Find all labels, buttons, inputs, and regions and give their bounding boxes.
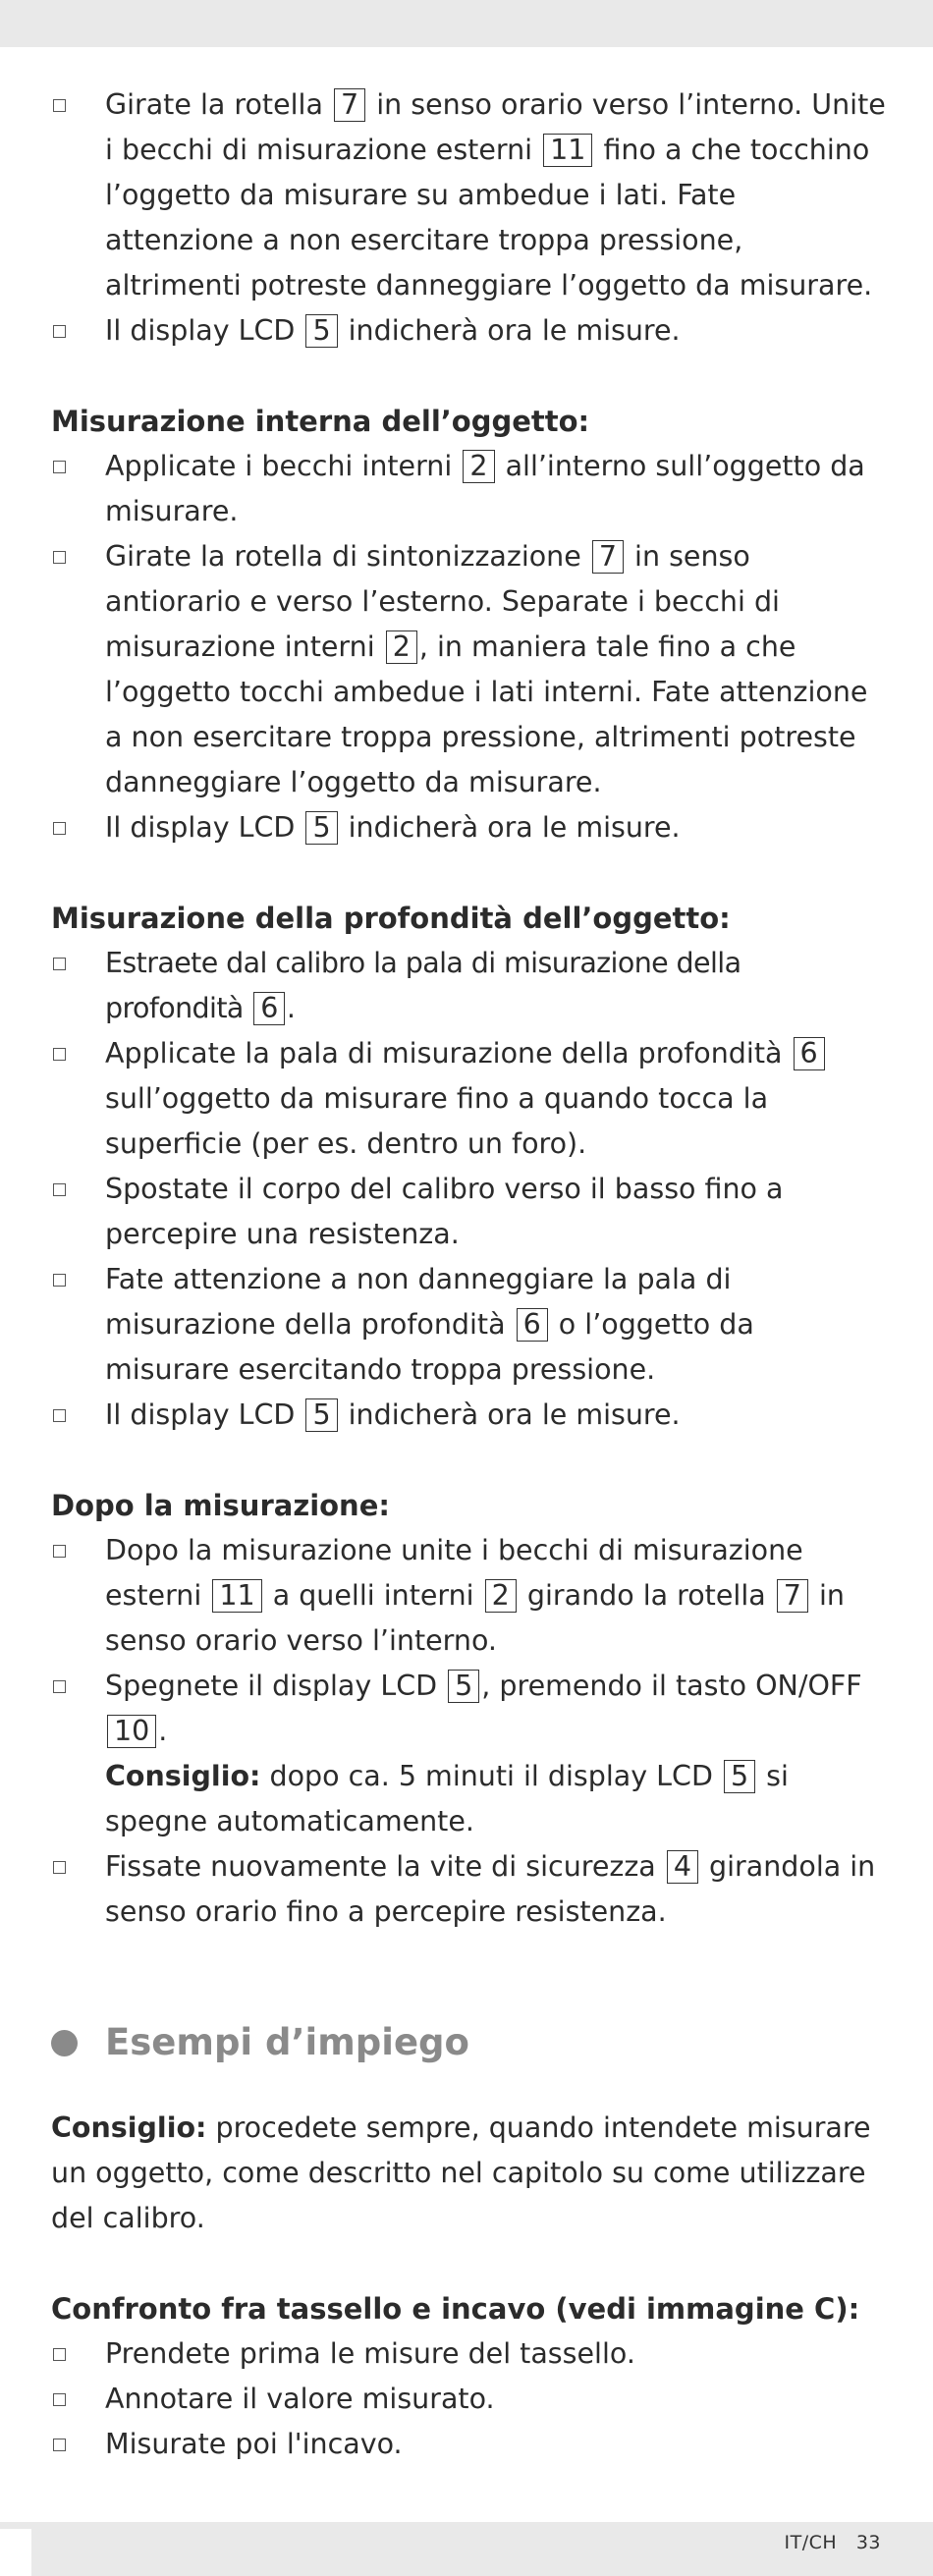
section-heading: Dopo la misurazione: <box>51 1489 390 1522</box>
ref-number: 6 <box>253 992 285 1025</box>
ref-number: 4 <box>667 1850 698 1884</box>
list-item: Prendete prima le misure del tassello. <box>51 2331 886 2377</box>
list-item: Misurate poi l'incavo. <box>51 2422 886 2467</box>
ref-number: 5 <box>724 1760 755 1793</box>
tip-label: Consiglio: <box>51 2111 207 2144</box>
ref-number: 7 <box>777 1579 808 1613</box>
checkbox-bullet-icon <box>53 551 66 564</box>
checkbox-bullet-icon <box>53 2393 66 2406</box>
checkbox-bullet-icon <box>53 2348 66 2361</box>
list-item: Spostate il corpo del calibro verso il basso fino a percepire una resistenza. <box>51 1167 886 1257</box>
section-heading: Misurazione della profondità dell’oggetto: <box>51 902 731 935</box>
checkbox-bullet-icon <box>53 958 66 970</box>
page-content <box>51 82 886 2467</box>
ref-number: 6 <box>794 1037 825 1070</box>
ref-number: 11 <box>543 134 592 167</box>
list-item: Estraete dal calibro la pala di misurazione della profondità 6 . <box>51 941 886 1031</box>
section-heading: Confronto fra tassello e incavo (vedi immagine C): <box>51 2292 860 2326</box>
checkbox-bullet-icon <box>53 1545 66 1558</box>
section-title: Esempi d’impiego <box>51 2015 886 2070</box>
checkbox-bullet-icon <box>53 325 66 338</box>
checkbox-bullet-icon <box>53 1861 66 1874</box>
tip-label: Consiglio: <box>105 1760 261 1792</box>
checkbox-bullet-icon <box>53 1183 66 1196</box>
list-item: Girate la rotella 7 in senso orario verso l’interno. Unite i becchi di misurazione esterni 11 fino a che tocchino l’oggetto da misurare su ambedue i lati. Fate attenzione a non esercitare troppa pressione, altrimenti potreste danneggiare l’oggetto da misurare. <box>51 82 886 308</box>
ref-number: 2 <box>386 630 417 664</box>
list-item: Girate la rotella di sintonizzazione 7 in senso antiorario e verso l’esterno. Separate i becchi di misurazione interni 2 , in maniera tale fino a che l’oggetto tocchi ambedue i lati interni. Fate attenzione a non esercitare troppa pressione, altrimenti potreste danneggiare l’oggetto da misurare. <box>51 534 886 805</box>
page-number: IT/CH 33 <box>784 2532 881 2553</box>
checkbox-bullet-icon <box>53 1409 66 1422</box>
ref-number: 7 <box>334 88 365 122</box>
tip-paragraph: Consiglio: procedete sempre, quando intendete misurare un oggetto, come descritto nel capitolo su come utilizzare del calibro. <box>51 2111 871 2234</box>
list-item: Dopo la misurazione unite i becchi di misurazione esterni 11 a quelli interni 2 girando la rotella 7 in senso orario verso l’interno. <box>51 1528 886 1664</box>
list-item: Il display LCD 5 indicherà ora le misure. <box>51 805 886 850</box>
list-item: Il display LCD 5 indicherà ora le misure. <box>51 308 886 354</box>
ref-number: 2 <box>463 450 494 483</box>
section-heading: Misurazione interna dell’oggetto: <box>51 405 590 438</box>
list-item: Applicate la pala di misurazione della profondità 6 sull’oggetto da misurare fino a quando tocca la superficie (per es. dentro un foro). <box>51 1031 886 1167</box>
ref-number: 2 <box>485 1579 517 1613</box>
list-item: Spegnete il display LCD 5 , premendo il tasto ON/OFF 10 . Consiglio: dopo ca. 5 minuti il display LCD 5 si spegne automaticamente. <box>51 1664 886 1844</box>
ref-number: 5 <box>305 1398 337 1432</box>
checkbox-bullet-icon <box>53 2439 66 2451</box>
list-item: Applicate i becchi interni 2 all’interno sull’oggetto da misurare. <box>51 444 886 534</box>
list-item: Fissate nuovamente la vite di sicurezza 4 girandola in senso orario fino a percepire resistenza. <box>51 1844 886 1935</box>
ref-number: 11 <box>212 1579 261 1613</box>
checkbox-bullet-icon <box>53 822 66 835</box>
footer-tab <box>0 2529 31 2576</box>
ref-number: 7 <box>592 540 624 574</box>
list-item: Il display LCD 5 indicherà ora le misure. <box>51 1393 886 1438</box>
ref-number: 5 <box>305 811 337 845</box>
checkbox-bullet-icon <box>53 1274 66 1287</box>
ref-number: 6 <box>517 1308 548 1342</box>
checkbox-bullet-icon <box>53 1680 66 1693</box>
checkbox-bullet-icon <box>53 461 66 473</box>
top-band <box>0 0 933 47</box>
bullet-dot-icon <box>51 2030 78 2056</box>
ref-number: 5 <box>448 1670 479 1703</box>
list-item: Fate attenzione a non danneggiare la pala di misurazione della profondità 6 o l’oggetto da misurare esercitando troppa pressione. <box>51 1257 886 1393</box>
ref-number: 5 <box>305 314 337 348</box>
ref-number: 10 <box>107 1715 156 1748</box>
checkbox-bullet-icon <box>53 99 66 112</box>
list-item: Annotare il valore misurato. <box>51 2377 886 2422</box>
checkbox-bullet-icon <box>53 1048 66 1061</box>
